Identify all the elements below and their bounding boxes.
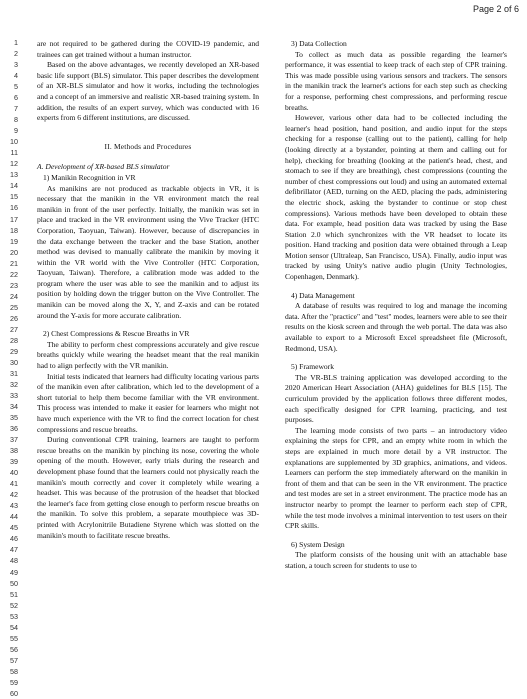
- line-number: 57: [10, 655, 18, 665]
- line-number: 35: [10, 413, 18, 423]
- subsubsection-heading: 6) System Design: [291, 539, 345, 549]
- line-number: 5: [14, 82, 18, 92]
- subsubsection-heading: 1) Manikin Recognition in VR: [43, 172, 136, 182]
- paragraph: However, various other data had to be collected including the learner's head position, hand position, and audio input for the steps checking for a response (calling out to the patient), calling for help (looking directly at a bystander, pointing at them and calling out for help), checking for breathing (looking at the patient's head, chest, and stomach to see if they are breathing), chest compressions (counting the number of chest compressions out loud) and using an automated external defibrillator (AED, turning on the AED, placing the pads, administering the electric shock, asking the bystander to continue or stop chest compressions). Various methods have been developed to obtain these data. For example, head position data was tracked by using the Base Station 2.0 which synchronizes with the VR headset to locate its position. Hand tracking and position data were obtained through a Leap Motion sensor (Ultraleap, San Francisco, USA). Finally, audio input was tracked by using Unity's native audio plugin (Unity Technologies, Copenhagen, Denmark).: [285, 113, 507, 282]
- paragraph: Based on the above advantages, we recently developed an XR-based basic life support (BLS) simulator. This paper describes the development of an XR-BLS simulator and how it works, including the technologies and a concept of an immersive and realistic XR-based training system. In addition, the results of an expert survey, which was conducted with 16 experts from 6 different institutions, are discussed.: [37, 60, 259, 123]
- line-number: 29: [10, 346, 18, 356]
- line-number: 11: [10, 148, 18, 158]
- line-number: 48: [10, 556, 18, 566]
- line-number: 45: [10, 523, 18, 533]
- line-number: 12: [10, 159, 18, 169]
- line-number: 27: [10, 324, 18, 334]
- line-number: 38: [10, 446, 18, 456]
- line-number: 13: [10, 170, 18, 180]
- subsubsection-heading: 3) Data Collection: [291, 39, 347, 48]
- paragraph: A database of results was required to log and manage the incoming data. After the "practice" and "test" modes, learners were able to see their results on the kiosk screen and through the web portal. The data was also available to export to a Microsoft Excel spreadsheet file (Microsoft, Redmond, USA).: [285, 301, 507, 353]
- line-number: 42: [10, 490, 18, 500]
- page-number-label: Page 2 of 6: [472, 4, 519, 14]
- line-number: 58: [10, 666, 18, 676]
- line-number: 9: [14, 126, 18, 136]
- line-number: 16: [10, 203, 18, 213]
- line-number: 17: [10, 214, 18, 224]
- subsubsection-heading: 4) Data Management: [291, 290, 355, 300]
- line-number: 22: [10, 269, 18, 279]
- line-number: 49: [10, 567, 18, 577]
- line-number: 60: [10, 688, 18, 698]
- line-number: 4: [14, 71, 18, 81]
- line-number: 56: [10, 644, 18, 654]
- line-number: 18: [10, 225, 18, 235]
- line-number: 1: [14, 38, 18, 47]
- paragraph: The VR-BLS training application was developed according to the 2020 American Heart Association (AHA) guidelines for BLS [15]. The curriculum provided by the application follows three different modes, each specifically designed for CPR learning, practicing, and test purposes.: [285, 372, 507, 425]
- line-number: 28: [10, 335, 18, 345]
- line-number: 2: [14, 49, 18, 59]
- line-number: 36: [10, 424, 18, 434]
- line-numbers: [4, 37, 18, 699]
- line-number: 19: [10, 236, 18, 246]
- line-number: 3: [14, 60, 18, 70]
- section-heading-text: II. Methods and Procedures: [104, 141, 192, 151]
- right-column: [285, 39, 507, 572]
- line-number: 31: [10, 368, 18, 378]
- subsubsection-heading: 5) Framework: [291, 362, 334, 372]
- line-number: 50: [10, 578, 18, 588]
- line-number: 26: [10, 313, 18, 323]
- subsubsection-heading: 2) Chest Compressions & Rescue Breaths in VR: [43, 329, 190, 339]
- line-number: 7: [14, 104, 18, 114]
- line-number: 25: [10, 302, 18, 312]
- line-number: 44: [10, 512, 18, 522]
- line-number: 20: [10, 247, 18, 257]
- line-number: 46: [10, 534, 18, 544]
- line-number: 14: [10, 181, 18, 191]
- line-number: 24: [10, 291, 18, 301]
- section-heading: [37, 142, 259, 153]
- line-number: 41: [10, 479, 18, 489]
- line-number: 33: [10, 391, 18, 400]
- paragraph: As manikins are not produced as trackable objects in VR, it is necessary that the manikin in the VR environment match the real manikin in front of the user perfectly. Initially, the manikin was set in place and tracked in the VR environment using the Vive Tracker (HTC Corporation, Taoyuan, Taiwan). However, because of discrepancies in the data exchange between the tracker and the base Station, another method was devised to manually calibrate the manikin by moving it within the VR world with the Vive Controller (HTC Corporation, Taoyuan, Taiwan). Therefore, a calibration mode was added to the program where the user was able to see the manikin and to adjust its position by holding down the trigger button on the Vive Controller. The manikin can be moved along the X, Y, and Z-axis and can be rotated around the Y-axis for more accurate calibration.: [37, 183, 259, 320]
- line-number: 51: [10, 589, 18, 599]
- line-number: 34: [10, 402, 18, 412]
- line-number: 55: [10, 633, 18, 643]
- paragraph: The platform consists of the housing unit with an attachable base station, a touch screen for students to use to: [285, 550, 507, 570]
- line-number: 21: [10, 258, 18, 268]
- line-number: 47: [10, 545, 18, 555]
- paragraph: To collect as much data as possible regarding the learner's performance, it was essential to keep track of each step of CPR training. This was made possible using various sensors and trackers. The sensors in the manikin track the learner's actions for each step such as checking for a response, performing chest compressions, and performing rescue breaths.: [285, 49, 507, 112]
- line-number: 53: [10, 611, 18, 621]
- paragraph: Initial tests indicated that learners had difficulty locating various parts of the manikin even after calibration, which led to the development of a short tutorial to help them become familiar with the VR environment. This process was intended to make it easier for learners who might not have much experience with the VR to find the correct location for chest compressions and rescue breaths.: [37, 371, 259, 434]
- line-number: 37: [10, 435, 18, 445]
- paragraph: During conventional CPR training, learners are taught to perform rescue breaths on the manikin by pinching its nose, covering the whole opening of the mouth. However, early trials during the research and development phase found that the learners could not physically reach the manikin's mouth correctly and cover it completely while wearing a headset. This was because of the protrusion of the headset that blocked the learner's face from getting close enough to perform rescue breaths on the manikin. To solve this problem, a separate mouthpiece was 3D-printed with Acrylonitrile Butadiene Styrene which was slotted on the manikin's mouth to facilitate rescue breaths.: [37, 435, 259, 540]
- line-number: 8: [14, 115, 18, 125]
- line-number: 15: [10, 192, 18, 202]
- line-number: 23: [10, 280, 18, 290]
- line-number: 52: [10, 600, 18, 610]
- line-number: 10: [10, 137, 18, 147]
- line-number: 39: [10, 457, 18, 467]
- line-number: 32: [10, 379, 18, 389]
- line-number: 43: [10, 501, 18, 511]
- line-number: 6: [14, 93, 18, 103]
- line-number: 30: [10, 357, 18, 367]
- subsection-heading: A. Development of XR-based BLS simulator: [37, 162, 170, 172]
- line-number: 59: [10, 677, 18, 687]
- paragraph: The learning mode consists of two parts – an introductory video explaining the steps for CPR, and an empty white room in which the steps are explained in much more detail by a VR instructor. The explanations are supplemented by 3D graphics, animations, and videos. Learners can perform the step immediately afterward on the manikin in front of them and that can be seen in the VR environment. The practice and test modes are set in a street environment. The practice mode has an instructor nearby to prompt the learner to perform each step of CPR, while the test mode involves a minimal intervention to test users on their CPR skills.: [285, 425, 507, 531]
- line-number: 54: [10, 622, 18, 632]
- paragraph: The ability to perform chest compressions accurately and give rescue breaths quickly while wearing the headset meant that the real manikin had to align perfectly with the VR manikin.: [37, 339, 259, 371]
- line-number: 40: [10, 468, 18, 478]
- paragraph: are not required to be gathered during the COVID-19 pandemic, and trainees can get trained without a human instructor.: [37, 39, 259, 59]
- left-column: [37, 39, 259, 541]
